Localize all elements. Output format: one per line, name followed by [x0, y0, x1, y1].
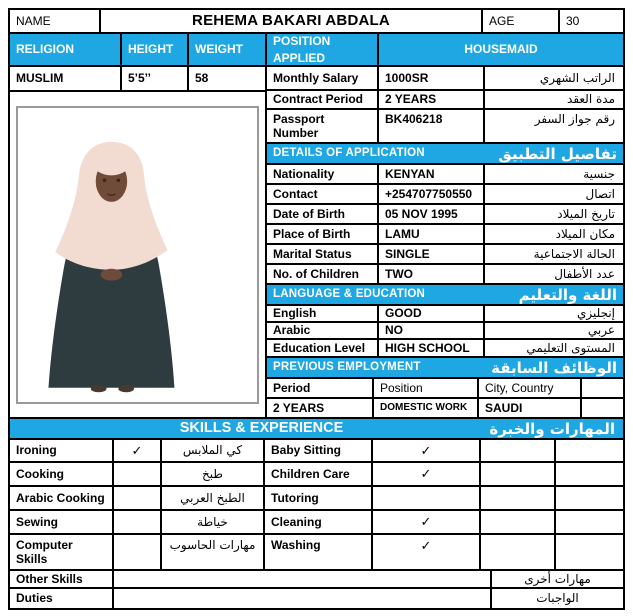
- children-label: No. of Children: [273, 266, 359, 281]
- contact-label: Contact: [273, 186, 318, 201]
- skill-cooking-label: Cooking: [16, 466, 64, 481]
- skills-title: SKILLS & EXPERIENCE: [179, 419, 344, 436]
- employment-position-value: DOMESTIC WORK: [372, 399, 477, 417]
- weight-value: 58: [187, 67, 265, 90]
- monthly-salary-row: [267, 67, 623, 91]
- duties-arabic: الواجبات: [490, 589, 623, 608]
- marital-status-row: [267, 245, 623, 265]
- place-of-birth-label: Place of Birth: [273, 226, 351, 241]
- duties-label: Duties: [16, 591, 53, 606]
- passport-number-arabic: رقم جواز السفر: [483, 110, 623, 142]
- skill-washing-label: Washing: [263, 535, 371, 569]
- details-section-header: [267, 144, 623, 165]
- height-value: 5’5’’: [120, 67, 187, 90]
- employment-values-empty-cell: [580, 399, 623, 417]
- empty-cell: [554, 463, 623, 485]
- marital-status-arabic: الحالة الاجتماعية: [483, 245, 623, 263]
- empty-cell: [554, 487, 623, 509]
- biodata-form: [8, 8, 625, 610]
- position-applied-value: HOUSEMAID: [377, 34, 623, 65]
- contact-arabic: اتصال: [483, 185, 623, 203]
- empty-cell: [479, 440, 554, 461]
- skill-ironing-label: Ironing: [16, 443, 57, 458]
- nationality-value: KENYAN: [377, 165, 483, 183]
- skill-cooking-check: [112, 463, 160, 485]
- middle-band: [10, 67, 623, 419]
- skill-babysitting-check: ✓: [371, 440, 479, 461]
- skills-title-arabic: المهارات والخبرة: [489, 420, 615, 438]
- skill-row-arabic-cooking: [10, 487, 623, 511]
- employment-city-header: City, Country: [477, 379, 580, 397]
- monthly-salary-value: 1000SR: [377, 67, 483, 89]
- skill-babysitting-label: Baby Sitting: [263, 440, 371, 461]
- passport-number-row: [267, 110, 623, 144]
- place-of-birth-value: LAMU: [377, 225, 483, 243]
- foot-right: [118, 385, 134, 392]
- language-section-header: [267, 285, 623, 306]
- employment-header-empty-cell: [580, 379, 623, 397]
- skill-sewing-arabic: خياطة: [160, 511, 263, 533]
- children-arabic: عدد الأطفال: [483, 265, 623, 283]
- skill-cooking-arabic: طبخ: [160, 463, 263, 485]
- english-row: [267, 306, 623, 323]
- name-row: [10, 10, 623, 34]
- education-label: Education Level: [273, 340, 366, 355]
- english-value: GOOD: [377, 306, 483, 321]
- children-value: TWO: [377, 265, 483, 283]
- employment-position-header: Position: [372, 379, 477, 397]
- monthly-salary-label: Monthly Salary: [273, 70, 359, 85]
- arabic-arabic: عربي: [483, 323, 623, 338]
- contact-value: +254707750550: [377, 185, 483, 203]
- skill-sewing-label: Sewing: [16, 514, 59, 529]
- monthly-salary-arabic: الراتب الشهري: [483, 67, 623, 89]
- skill-tutoring-label: Tutoring: [263, 487, 371, 509]
- other-skills-label: Other Skills: [16, 571, 83, 586]
- skill-row-computer: [10, 535, 623, 571]
- employment-values-row: [267, 399, 623, 417]
- skill-computer-arabic: مهارات الحاسوب: [160, 535, 263, 569]
- position-applied-header: POSITION APPLIED: [265, 34, 377, 65]
- contract-period-row: [267, 91, 623, 110]
- eye-right: [117, 178, 121, 182]
- language-title-arabic: اللغة والتعليم: [518, 285, 617, 304]
- skill-cleaning-label: Cleaning: [263, 511, 371, 533]
- date-of-birth-arabic: تاريخ الميلاد: [483, 205, 623, 223]
- duties-value: [112, 589, 490, 608]
- skill-childrencare-label: Children Care: [263, 463, 371, 485]
- hijab-forehead-band: [93, 149, 130, 175]
- skill-row-sewing: [10, 511, 623, 535]
- arabic-label: Arabic: [273, 323, 311, 338]
- applicant-name: REHEMA BAKARI ABDALA: [99, 10, 481, 32]
- other-skills-row: [10, 571, 623, 589]
- details-title: DETAILS OF APPLICATION: [273, 146, 425, 159]
- employment-section-header: [267, 358, 623, 379]
- eye-left: [103, 178, 107, 182]
- skill-computer-label: Computer Skills: [16, 538, 73, 567]
- nationality-row: [267, 165, 623, 185]
- employment-title-arabic: الوظائف السابقة: [491, 358, 617, 377]
- skill-arabiccooking-label: Arabic Cooking: [16, 490, 105, 505]
- skill-row-ironing: [10, 440, 623, 463]
- skill-ironing-check: ✓: [112, 440, 160, 461]
- empty-cell: [479, 511, 554, 533]
- skills-section-header: [10, 419, 623, 440]
- contact-row: [267, 185, 623, 205]
- photo-cell: [10, 92, 265, 417]
- marital-status-value: SINGLE: [377, 245, 483, 263]
- contract-period-arabic: مدة العقد: [483, 91, 623, 108]
- passport-number-label: Passport Number: [273, 112, 325, 141]
- age-label: AGE: [481, 10, 558, 32]
- date-of-birth-row: [267, 205, 623, 225]
- arabic-value: NO: [377, 323, 483, 338]
- arabic-row: [267, 323, 623, 340]
- name-label: NAME: [16, 13, 51, 28]
- employment-title: PREVIOUS EMPLOYMENT: [273, 360, 421, 373]
- age-value: 30: [558, 10, 623, 32]
- empty-cell: [479, 487, 554, 509]
- education-value: HIGH SCHOOL: [377, 340, 483, 356]
- applicant-photo-illustration: [18, 108, 257, 402]
- attributes-value-row: [10, 67, 265, 92]
- employment-city-value: SAUDI: [477, 399, 580, 417]
- skill-arabiccooking-check: [112, 487, 160, 509]
- english-arabic: إنجليزي: [483, 306, 623, 321]
- right-pane: [265, 67, 623, 417]
- skill-washing-check: ✓: [371, 535, 479, 569]
- religion-value: MUSLIM: [16, 71, 64, 86]
- skill-childrencare-check: ✓: [371, 463, 479, 485]
- skill-cleaning-check: ✓: [371, 511, 479, 533]
- skill-arabiccooking-arabic: الطبخ العربي: [160, 487, 263, 509]
- skill-computer-check: [112, 535, 160, 569]
- nationality-arabic: جنسية: [483, 165, 623, 183]
- date-of-birth-label: Date of Birth: [273, 206, 345, 221]
- employment-period-value: 2 YEARS: [273, 400, 325, 415]
- employment-period-header: Period: [273, 380, 311, 395]
- nationality-label: Nationality: [273, 166, 335, 181]
- children-row: [267, 265, 623, 285]
- hands-clasped: [101, 268, 123, 280]
- place-of-birth-arabic: مكان الميلاد: [483, 225, 623, 243]
- other-skills-value: [112, 571, 490, 587]
- empty-cell: [479, 535, 554, 569]
- skill-ironing-arabic: كي الملابس: [160, 440, 263, 461]
- left-pane: [10, 67, 265, 417]
- education-row: [267, 340, 623, 358]
- skill-row-cooking: [10, 463, 623, 487]
- weight-header: WEIGHT: [187, 34, 265, 65]
- passport-number-value: BK406218: [377, 110, 483, 142]
- contract-period-label: Contract Period: [273, 92, 364, 107]
- applicant-photo: [16, 106, 259, 404]
- foot-left: [91, 385, 107, 392]
- education-arabic: المستوى التعليمي: [483, 340, 623, 356]
- place-of-birth-row: [267, 225, 623, 245]
- empty-cell: [554, 511, 623, 533]
- skill-tutoring-check: [371, 487, 479, 509]
- contract-period-value: 2 YEARS: [377, 91, 483, 108]
- english-label: English: [273, 306, 317, 321]
- employment-columns-row: [267, 379, 623, 399]
- date-of-birth-value: 05 NOV 1995: [377, 205, 483, 223]
- empty-cell: [554, 440, 623, 461]
- religion-header: RELIGION: [16, 42, 75, 57]
- other-skills-arabic: مهارات أخرى: [490, 571, 623, 587]
- skill-sewing-check: [112, 511, 160, 533]
- language-title: LANGUAGE & EDUCATION: [273, 287, 426, 300]
- height-header: HEIGHT: [120, 34, 187, 65]
- details-title-arabic: تفاصيل التطبيق: [498, 144, 617, 163]
- empty-cell: [479, 463, 554, 485]
- marital-status-label: Marital Status: [273, 246, 352, 261]
- attributes-header-row: [10, 34, 623, 67]
- empty-cell: [554, 535, 623, 569]
- duties-row: [10, 589, 623, 608]
